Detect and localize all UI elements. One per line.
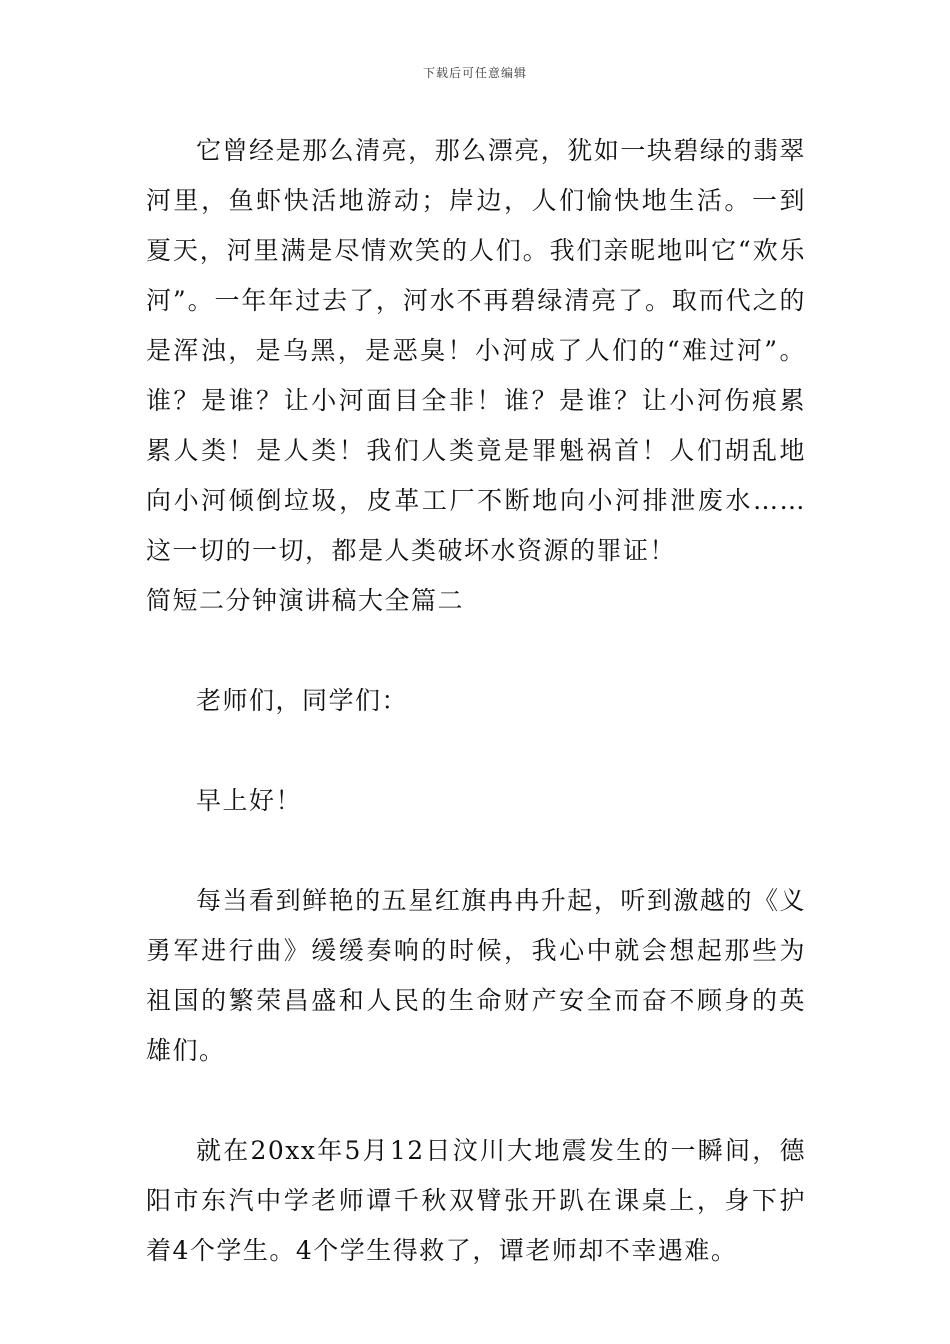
morning-line: 早上好！ — [196, 786, 303, 815]
section-title: 简短二分钟演讲稿大全篇二 — [146, 586, 465, 615]
document-body — [146, 126, 806, 1276]
paragraph-earthquake: 就在20xx年5月12日汶川大地震发生的一瞬间，德阳市东汽中学老师谭千秋双臂张开趴在课桌上，身下护着4个学生。4个学生得救了，谭老师却不幸遇难。 — [146, 1136, 806, 1265]
greeting-line: 老师们，同学们： — [196, 686, 409, 715]
header-note: 下载后可任意编辑 — [422, 66, 527, 80]
blank-line — [146, 626, 806, 676]
paragraph-river: 它曾经是那么清亮，那么漂亮，犹如一块碧绿的翡翠河里，鱼虾快活地游动；岸边，人们愉快地生活。一到夏天，河里满是尽情欢笑的人们。我们亲昵地叫它“欢乐河”。一年年过去了，河水不再碧绿清亮了。取而代之的是浑浊，是乌黑，是恶臭！小河成了人们的“难过河”。谁？是谁？让小河面目全非！谁？是谁？让小河伤痕累累人类！是人类！我们人类竟是罪魁祸首！人们胡乱地向小河倾倒垃圾，皮革工厂不断地向小河排泄废水……这一切的一切，都是人类破坏水资源的罪证！ — [146, 136, 806, 565]
blank-line — [146, 826, 806, 876]
paragraph-flag: 每当看到鲜艳的五星红旗冉冉升起，听到激越的《义勇军进行曲》缓缓奏响的时候，我心中就会想起那些为祖国的繁荣昌盛和人民的生命财产安全而奋不顾身的英雄们。 — [146, 886, 806, 1065]
blank-line — [146, 726, 806, 776]
blank-line — [146, 1076, 806, 1126]
